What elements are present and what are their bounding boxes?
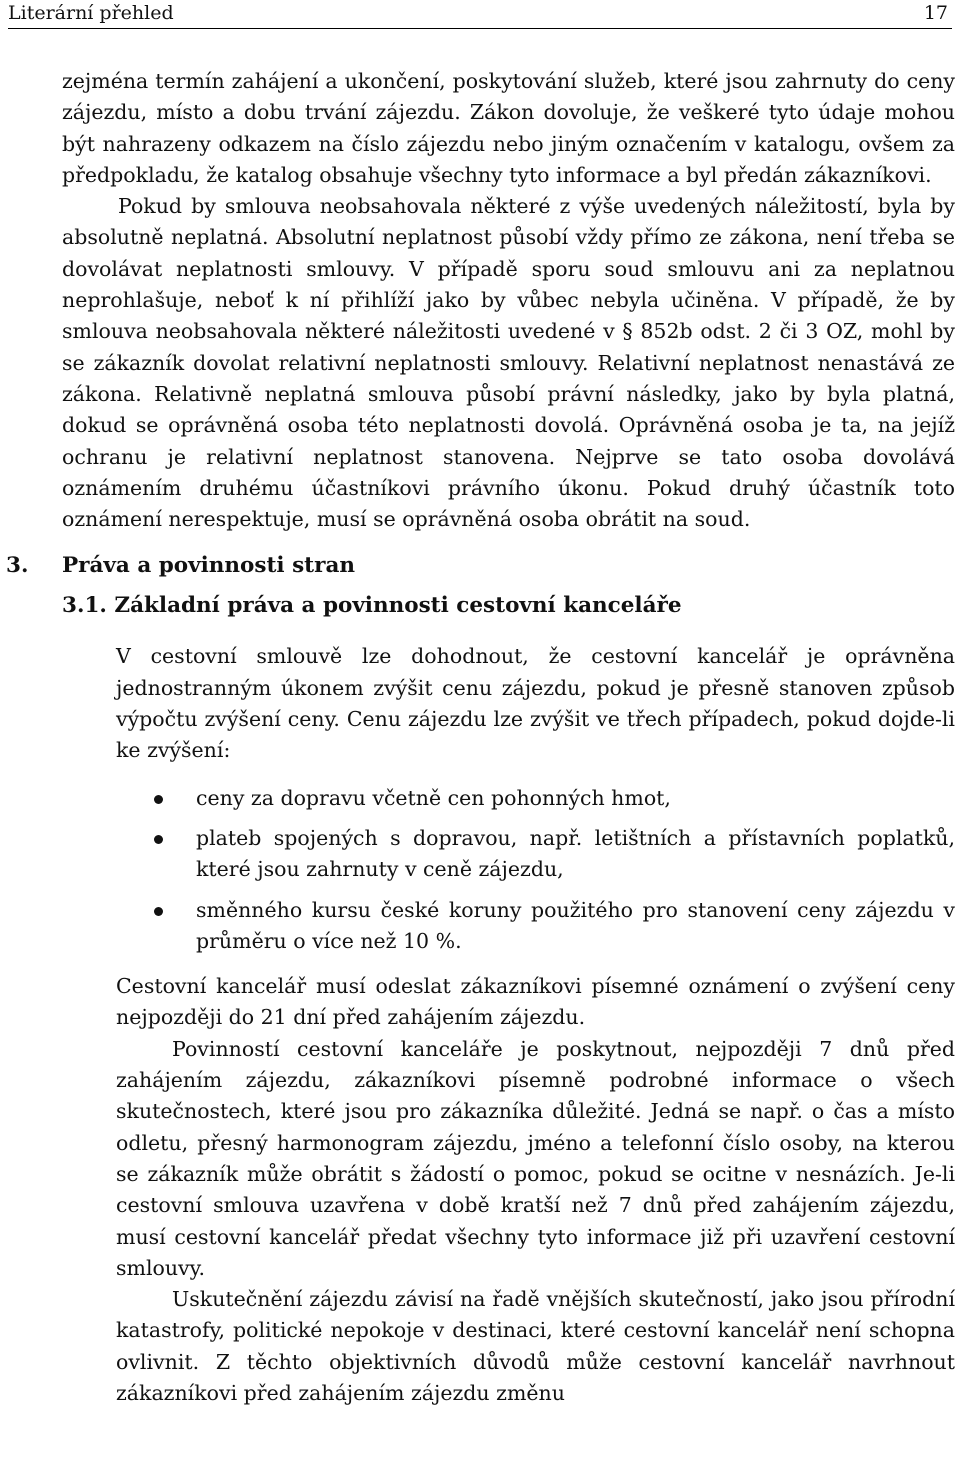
bullet-icon [154,835,163,844]
subsection-number: 3.1. [62,593,107,619]
paragraph-price-increase: V cestovní smlouvě lze dohodnout, že cestovní kancelář je oprávněna jednostranným úkonem zvýšit cenu zájezdu, pokud je přesně stanoven způsob výpočtu zvýšení ceny. Cenu zájezdu lze zvýšit ve třech případech, pokud dojde-li ke zvýšení: [116,644,955,763]
list-item [116,823,955,886]
page-number: 17 [923,2,948,24]
section-number: 3. [6,553,29,579]
section-title: Práva a povinnosti stran [62,553,356,579]
subsection-title: Základní práva a povinnosti cestovní kanceláře [114,593,682,619]
section-heading [6,549,955,583]
paragraph-invalidity: Pokud by smlouva neobsahovala některé z výše uvedených náležitostí, byla by absolutně neplatná. Absolutní neplatnost působí vždy přímo ze zákona, není třeba se dovolávat neplatnosti smlouvy. V případě sporu soud smlouvu ani za neplatnou neprohlašuje, neboť k ní přihlíží jako by vůbec nebyla učiněna. V případě, že by smlouva neobsahovala některé náležitosti uvedené v § 852b odst. 2 či 3 OZ, mohl by se zákazník dovolat relativní neplatnosti smlouvy. Relativní neplatnost nenastává ze zákona. Relativně neplatná smlouva působí právní následky, jako by byla platná, dokud se oprávněná osoba této neplatnosti dovolá. Oprávněná osoba je ta, na jejíž ochranu je relativní neplatnost stanovena. Nejprve se tato osoba dovolává oznámením druhému účastníkovi právního úkonu. Pokud druhý účastník toto oznámení nerespektuje, musí se oprávněná osoba obrátit na soud. [62,194,955,532]
header-title: Literární přehled [8,2,174,24]
page-body [6,66,955,1409]
bullet-icon [154,795,163,804]
paragraph-external-circumstances: Uskutečnění zájezdu závisí na řadě vnějších skutečností, jako jsou přírodní katastrofy, politické nepokoje v destinaci, které cestovní kancelář není schopna ovlivnit. Z těchto objektivních důvodů může cestovní kancelář navrhnout zákazníkovi před zahájením zájezdu změnu [116,1287,955,1405]
running-header [8,0,952,29]
paragraph-information-duty: Povinností cestovní kanceláře je poskytnout, nejpozději 7 dnů před zahájením zájezdu, zákazníkovi písemně podrobné informace o všech skutečnostech, které jsou pro zákazníka důležité. Jedná se např. o čas a místo odletu, přesný harmonogram zájezdu, jméno a telefonní číslo osoby, na kterou se zákazník může obrátit s žádostí o pomoc, pokud se ocitne v nesnázích. Je-li cestovní smlouva uzavřena v době kratší než 7 dnů před zahájením zájezdu, musí cestovní kancelář předat všechny tyto informace již při uzavření cestovní smlouvy. [116,1036,955,1280]
paragraph-contract-details: zejména termín zahájení a ukončení, poskytování služeb, které jsou zahrnuty do ceny zájezdu, místo a dobu trvání zájezdu. Zákon dovoluje, že veškeré tyto údaje mohou být nahrazeny odkazem na číslo zájezdu nebo jiným označením v katalogu, ovšem za předpokladu, že katalog obsahuje všechny tyto informace a byl předán zákazníkovi. [62,69,955,187]
list-item-text: směnného kursu české koruny použitého pro stanovení ceny zájezdu v průměru o více než 10 %. [196,897,955,953]
bullet-list [116,783,955,957]
list-item [116,783,955,814]
paragraph-notice: Cestovní kancelář musí odeslat zákazníkovi písemné oznámení o zvýšení ceny nejpozději do 21 dní před zahájením zájezdu. [116,974,955,1030]
subsection-content [116,641,955,1409]
list-item-text: plateb spojených s dopravou, např. letištních a přístavních poplatků, které jsou zahrnuty v ceně zájezdu, [196,825,955,882]
bullet-icon [154,907,163,916]
list-item [116,895,955,958]
subsection-heading [62,589,955,623]
list-item-text: ceny za dopravu včetně cen pohonných hmot, [196,785,671,810]
